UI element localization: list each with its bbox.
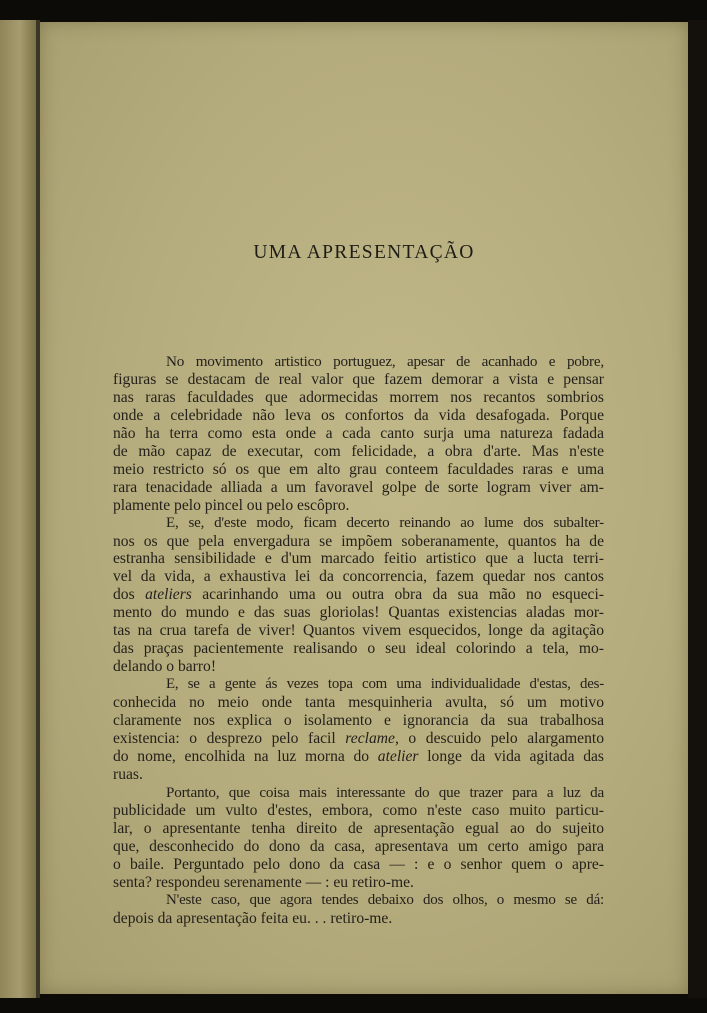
document-page	[40, 22, 688, 994]
text-line: lar, o apresentante tenha direito de apresentação egual ao do sujeito	[113, 819, 604, 837]
text-line: que, desconhecido do dono da casa, apresentava um certo amigo para	[113, 837, 604, 855]
paragraph	[113, 676, 604, 784]
text-line: não ha terra como esta onde a cada canto surja uma natureza fadada	[113, 424, 604, 442]
page-title: UMA APRESENTAÇÃO	[253, 242, 475, 263]
text-segment: o descuido pelo alargamento	[408, 730, 604, 748]
paragraph	[113, 353, 604, 515]
text-line: tas na crua tarefa de viver! Quantos vivem esquecidos, longe da agitação	[113, 622, 604, 640]
text-line	[113, 748, 604, 766]
text-line: No movimento artistico portuguez, apesar de acanhado e pobre,	[166, 353, 604, 370]
text-line: estranha sensibilidade e d'um marcado feitio artistico que a lucta terri-	[113, 550, 604, 568]
text-line: das praças pacientemente realisando o seu ideal colorindo a tela, mo-	[113, 640, 604, 658]
italic-word: atelier	[377, 747, 419, 765]
text-line	[113, 730, 604, 748]
text-line: nos os que pela envergadura se impõem soberanamente, quantos ha de	[113, 532, 604, 550]
scan-background	[688, 20, 707, 998]
text-line: nas raras faculdades que adormecidas morrem nos recantos sombrios	[113, 388, 604, 406]
text-line: conhecida no meio onde tanta mesquinheria avulta, só um motivo	[113, 694, 604, 712]
paragraph	[113, 892, 604, 928]
paragraph	[113, 784, 604, 892]
body-text	[113, 353, 604, 928]
text-line: Portanto, que coisa mais interessante do que trazer para a luz da	[166, 783, 604, 801]
text-line: E, se, d'este modo, ficam decerto reinando ao lume dos subalter-	[166, 514, 604, 531]
text-segment: longe da vida agitada das	[427, 747, 604, 765]
text-line: delando o barro!	[113, 658, 217, 676]
facing-page-edge	[0, 20, 36, 998]
text-segment: acarinhando uma ou outra obra da sua mão no esqueci-	[202, 586, 604, 604]
paragraph	[113, 515, 604, 677]
text-line: E, se a gente ás vezes topa com uma individualidade d'estas, des-	[166, 676, 604, 693]
text-line: o baile. Perguntado pelo dono da casa — : e o senhor quem o apre-	[113, 855, 604, 873]
text-line: publicidade um vulto d'estes, embora, como n'este caso muito particu-	[113, 801, 604, 819]
text-line: rara tenacidade alliada a um favoravel golpe de sorte logram viver am-	[113, 478, 604, 496]
text-line: depois da apresentação feita eu. . . retiro-me.	[113, 909, 393, 927]
text-line: N'este caso, que agora tendes debaixo dos olhos, o mesmo se dá:	[166, 891, 604, 908]
text-line: ruas.	[113, 765, 143, 783]
text-line: de mão capaz de executar, com felicidade, a obra d'arte. Mas n'este	[113, 442, 604, 460]
text-line: vel da vida, a exhaustiva lei da concorrencia, fazem quedar nos cantos	[113, 568, 604, 586]
italic-word: ateliers	[145, 586, 192, 604]
text-line: onde a celebridade não leva os confortos da vida desafogada. Porque	[113, 406, 604, 424]
text-segment: do nome, encolhida na luz morna do	[113, 747, 370, 765]
text-segment: dos	[113, 586, 135, 604]
text-line: senta? respondeu serenamente — : eu retiro-me.	[113, 873, 414, 891]
text-segment: existencia: o desprezo pelo facil	[113, 730, 336, 748]
text-line: meio restricto só os que em alto grau conteem faculdades raras e uma	[113, 460, 604, 478]
text-line: mento do mundo e das suas gloriolas! Quantas existencias aladas mor-	[113, 604, 604, 622]
text-line: figuras se destacam de real valor que fazem demorar a vista e pensar	[113, 370, 604, 388]
text-line: plamente pelo pincel ou pelo escôpro.	[113, 496, 350, 514]
italic-word: reclame,	[345, 730, 399, 748]
text-line	[113, 586, 604, 604]
text-line: claramente nos explica o isolamento e ignorancia da sua trabalhosa	[113, 712, 604, 730]
